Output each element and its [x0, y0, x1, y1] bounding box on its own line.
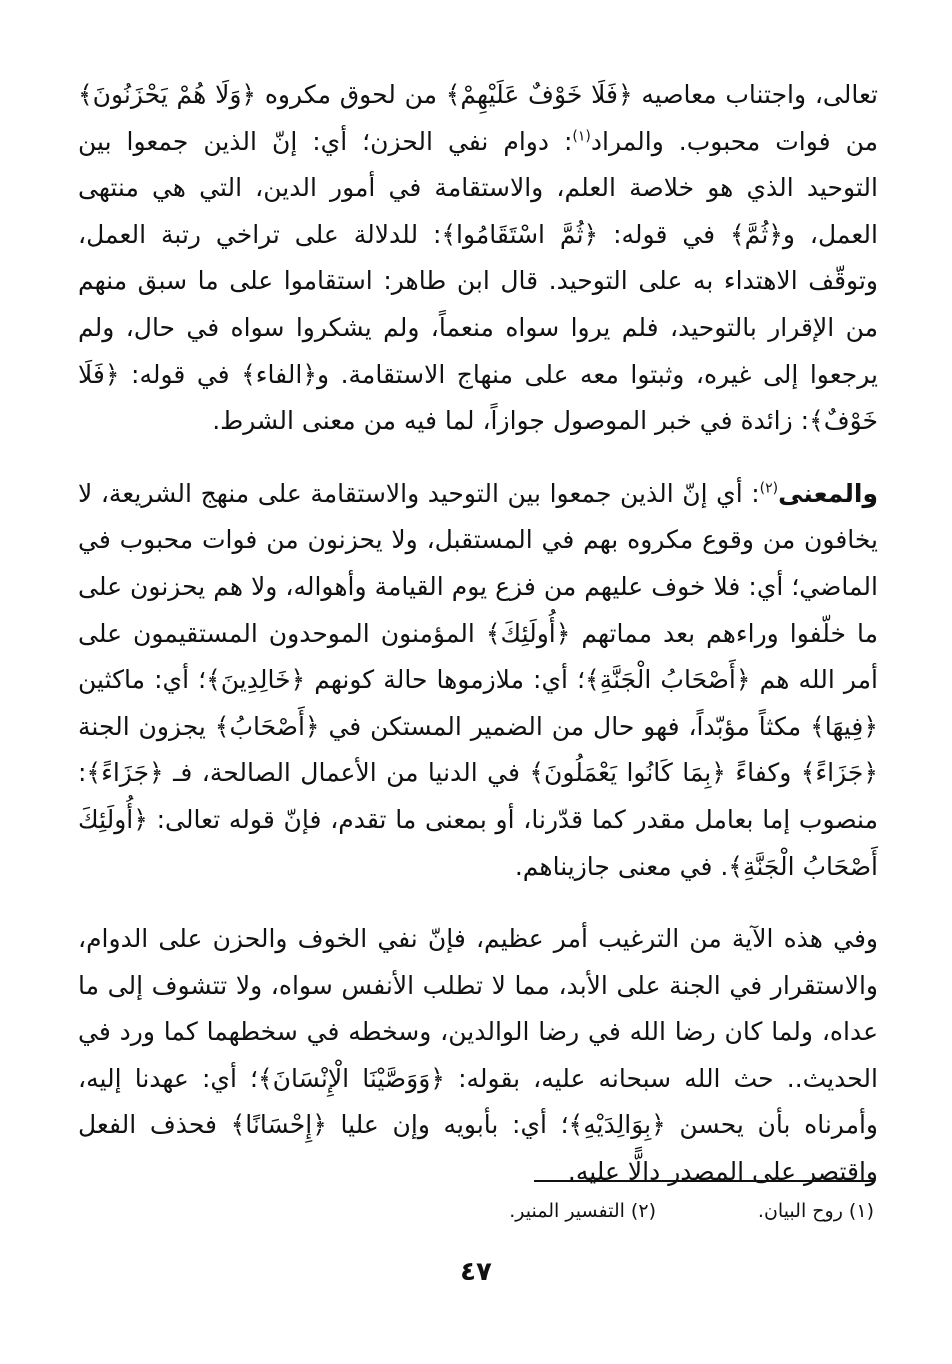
paragraph-2-lead: والمعنى	[778, 478, 878, 508]
paragraph-1	[78, 72, 878, 445]
paragraph-3	[78, 916, 878, 1196]
page-number: ٤٧	[460, 1257, 492, 1287]
paragraph-1-text: تعالى، واجتناب معاصيه ﴿فَلَا خَوْفٌ عَلَيْهِمْ﴾ من لحوق مكروه ﴿وَلَا هُمْ يَحْزَنُونَ﴾ من فوات محبوب. والمراد	[78, 80, 878, 156]
footnote-ref-2: (٢)	[759, 480, 779, 497]
paragraph-2-rest: : أي إنّ الذين جمعوا بين التوحيد والاستقامة على منهج الشريعة، لا يخافون من وقوع مكروه بهم في المستقبل، ولا يحزنون من فوات محبوب في الماضي؛ أي: فلا خوف عليهم من فزع يوم القيامة وأهواله، ولا هم يحزنون على ما خلّفوا وراءهم بعد مماتهم ﴿أُولَئِكَ﴾ المؤمنون الموحدون المستقيمون على أمر الله هم ﴿أَصْحَابُ الْجَنَّةِ﴾؛ أي: ملازموها حالة كونهم ﴿خَالِدِينَ﴾؛ أي: ماكثين ﴿فِيهَا﴾ مكثاً مؤبّداً، فهو حال من الضمير المستكن في ﴿أَصْحَابُ﴾ يجزون الجنة ﴿جَزَاءً﴾ وكفاءً ﴿بِمَا كَانُوا يَعْمَلُونَ﴾ في الدنيا من الأعمال الصالحة، فـ ﴿جَزَاءً﴾: منصوب إما بعامل مقدر كما قدّرنا، أو بمعنى ما تقدم، فإنّ قوله تعالى: ﴿أُولَئِكَ أَصْحَابُ الْجَنَّةِ﴾. في معنى جازيناهم.	[78, 478, 878, 881]
footnote-divider	[534, 1180, 874, 1182]
footnote-2: (٢) التفسير المنير.	[509, 1200, 656, 1222]
footnotes	[74, 1196, 874, 1226]
footnote-1: (١) روح البيان.	[757, 1200, 874, 1222]
paragraph-3-text: وفي هذه الآية من الترغيب أمر عظيم، فإنّ نفي الخوف والحزن على الدوام، والاستقرار في الجنة على الأبد، مما لا تطلب الأنفس سواه، ولا تتشوف إلى ما عداه، ولما كان رضا الله في رضا الوالدين، وسخطه في سخطهما كما ورد في الحديث.. حث الله سبحانه عليه، بقوله: ﴿وَوَصَّيْنَا الْإِنْسَانَ﴾؛ أي: عهدنا إليه، وأمرناه بأن يحسن ﴿بِوَالِدَيْهِ﴾؛ أي: بأبويه وإن عليا ﴿إِحْسَانًا﴾ فحذف الفعل واقتصر على المصدر دالًّا عليه.	[78, 924, 878, 1187]
paragraph-2	[78, 471, 878, 890]
paragraph-1-rest: : دوام نفي الحزن؛ أي: إنّ الذين جمعوا بين التوحيد الذي هو خلاصة العلم، والاستقامة في أمور الدين، التي هي منتهى العمل، و﴿ثُمَّ﴾ في قوله: ﴿ثُمَّ اسْتَقَامُوا﴾: للدلالة على تراخي رتبة العمل، وتوقّف الاهتداء به على التوحيد. قال ابن طاهر: استقاموا على ما سبق منهم من الإقرار بالتوحيد، فلم يروا سواه منعماً، ولم يشكروا سواه في حال، ولم يرجعوا إلى غيره، وثبتوا معه على منهاج الاستقامة. و﴿الفاء﴾ في قوله: ﴿فَلَا خَوْفٌ﴾: زائدة في خبر الموصول جوازاً، لما فيه من معنى الشرط.	[78, 126, 878, 436]
main-text	[78, 72, 878, 1196]
footnote-ref-1: (١)	[572, 128, 591, 145]
